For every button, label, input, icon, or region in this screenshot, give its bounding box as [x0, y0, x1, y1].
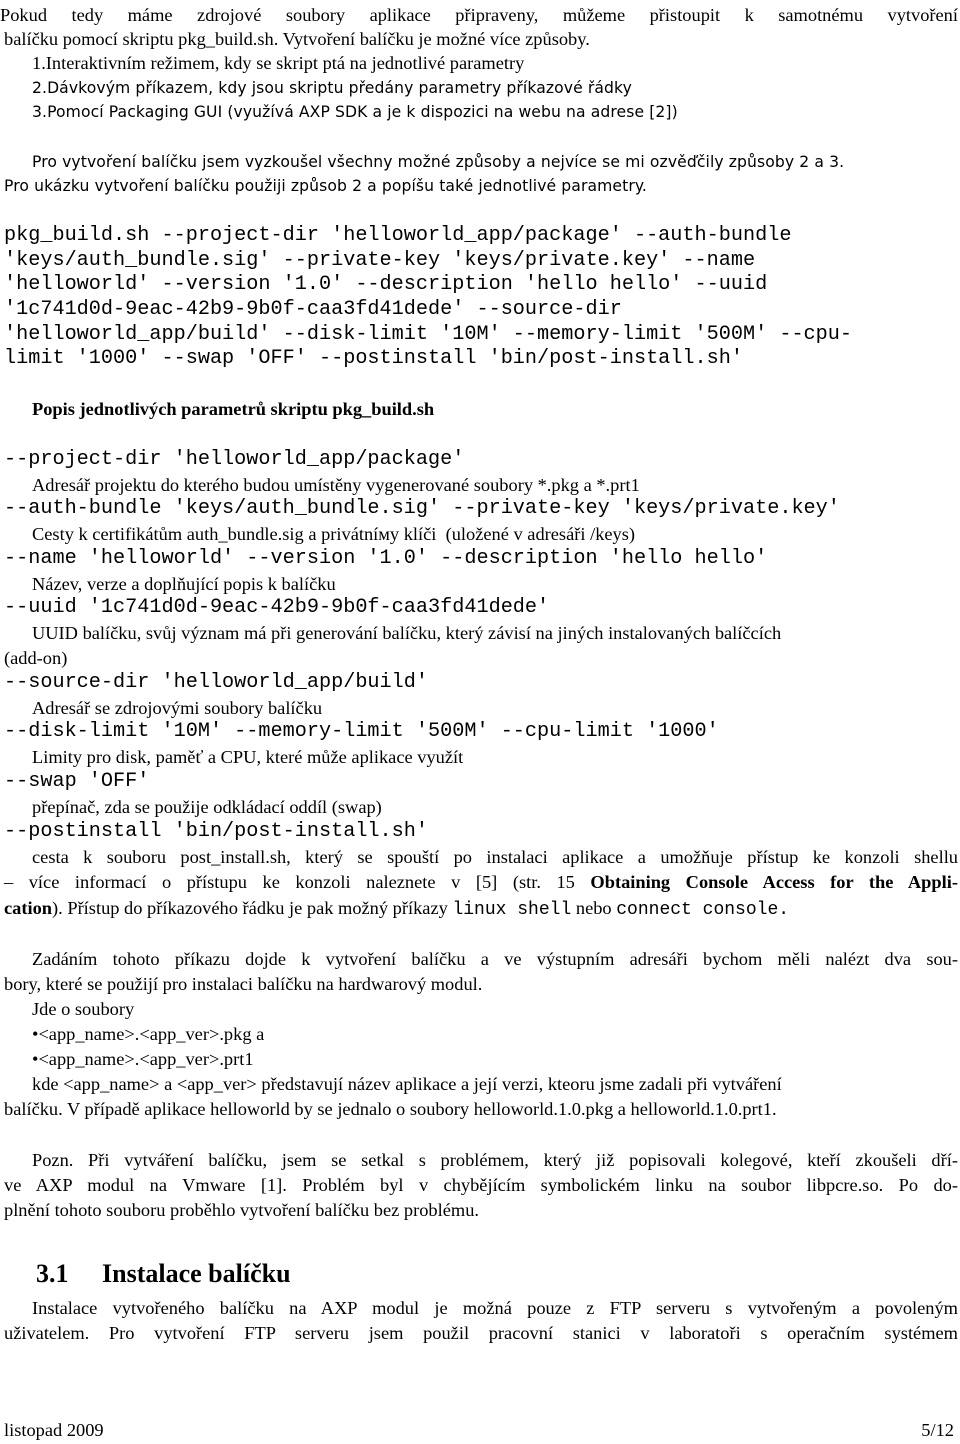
inline-code: connect console.	[616, 900, 790, 920]
param-desc: Adresář se zdrojovými soubory balíčku	[32, 698, 323, 718]
command-line-3: 'helloworld' --version '1.0' --description 'hello hello' --uuid	[4, 273, 768, 296]
note-line-3: plnění tohoto souboru proběhlo vytvoření balíčku bez problému.	[4, 1200, 479, 1220]
postinstall-more-text: ). Přístup do příkazového řádku je pak možný příkazy	[52, 898, 448, 918]
section-line-1: Instalace vytvořeného balíčku na AXP modul je možná pouze z FTP serveru s vytvořeným a povoleným	[32, 1298, 958, 1318]
param-desc: Cesty k certifikátům auth_bundle.sig a privátníму klíči (uložené v adresáři /keys)	[32, 524, 636, 544]
command-line-6: limit '1000' --swap 'OFF' --postinstall 'bin/post-install.sh'	[4, 347, 743, 370]
postinstall-more-line-2	[4, 897, 789, 921]
page-number: 5/12	[921, 1420, 954, 1440]
section-heading	[36, 1258, 291, 1290]
paragraph-2-line-2: Pro ukázku vytvoření balíčku použiji způsob 2 a popíšu také jednotlivé parametry.	[4, 177, 647, 195]
param-code: --swap 'OFF'	[4, 770, 150, 793]
param-code: --auth-bundle 'keys/auth_bundle.sig' --private-key 'keys/private.key'	[4, 497, 840, 520]
section-line-2: uživatelem. Pro vytvoření FTP serveru jsem použil pracovní stanici v laboratoři s operačním systémem	[4, 1323, 958, 1343]
result-line-5: balíčku. V případě aplikace helloworld by se jednalo o soubory helloworld.1.0.pkg a helloworld.1.0.prt1.	[4, 1099, 777, 1119]
param-code: --disk-limit '10M' --memory-limit '500M' --cpu-limit '1000'	[4, 720, 719, 743]
command-line-2: 'keys/auth_bundle.sig' --private-key 'keys/private.key' --name	[4, 249, 756, 272]
intro-line-1: Pokud tedy máme zdrojové soubory aplikace připraveny, můžeme přistoupit k samotnému vytvoření	[0, 5, 958, 25]
command-line-5: 'helloworld_app/build' --disk-limit '10M' --memory-limit '500M' --cpu-	[4, 323, 853, 346]
command-line-1: pkg_build.sh --project-dir 'helloworld_app/package' --auth-bundle	[4, 224, 792, 247]
paragraph-2-line-1: Pro vytvoření balíčku jsem vyzkoušel všechny možné způsoby a nejvíce se mi ozvěďčily způsoby 2 a 3.	[32, 153, 845, 171]
method-item-2: 2.Dávkovým příkazem, kdy jsou skriptu předány parametry příkazové řádky	[32, 79, 632, 97]
reference-title-end: cation	[4, 898, 53, 918]
param-desc-continued: (add-on)	[4, 648, 68, 668]
param-desc: Limity pro disk, paměť a CPU, které může aplikace využít	[32, 747, 464, 767]
param-desc: Adresář projektu do kterého budou umístěny vygenerované soubory *.pkg a *.prt1	[32, 475, 640, 495]
file-list-item: •<app_name>.<app_ver>.prt1	[32, 1049, 254, 1069]
postinstall-more-line-1	[4, 871, 958, 893]
param-code: --project-dir 'helloworld_app/package'	[4, 448, 465, 471]
postinstall-more-text: – více informací o přístupu ke konzoli naleznete v [5] (str. 15	[4, 872, 575, 892]
footer-date: listopad 2009	[4, 1420, 104, 1440]
param-code: --postinstall 'bin/post-install.sh'	[4, 820, 429, 843]
method-item-1: 1.Interaktivním režimem, kdy se skript ptá na jednotlivé parametry	[32, 53, 525, 73]
result-line-4: kde <app_name> a <app_ver> představují název aplikace a její verzi, kteoru jsme zadali při vytváření	[32, 1074, 782, 1094]
reference-title: Obtaining Console Access for the Appli-	[590, 872, 958, 892]
inline-code: linux shell	[452, 900, 572, 920]
postinstall-more-text: nebo	[575, 898, 612, 918]
result-line-2: bory, které se použijí pro instalaci balíčku na hardwarový modul.	[4, 974, 483, 994]
result-line-1: Zadáním tohoto příkazu dojde k vytvoření balíčku a ve výstupním adresáři bychom měli nalézt dva sou-	[32, 949, 958, 969]
params-heading: Popis jednotlivých parametrů skriptu pkg_build.sh	[32, 399, 435, 419]
command-line-4: '1c741d0d-9eac-42b9-9b0f-caa3fd41dede' --source-dir	[4, 298, 622, 321]
param-code: --name 'helloworld' --version '1.0' --description 'hello hello'	[4, 547, 768, 570]
param-desc: přepínač, zda se použije odkládací oddíl (swap)	[32, 797, 382, 817]
method-item-3: 3.Pomocí Packaging GUI (využívá AXP SDK a je k dispozici na webu na adrese [2])	[32, 103, 678, 121]
param-desc: Název, verze a doplňující popis k balíčku	[32, 574, 336, 594]
file-list-item: •<app_name>.<app_ver>.pkg a	[32, 1024, 265, 1044]
param-code: --source-dir 'helloworld_app/build'	[4, 671, 429, 694]
note-line-2: ve AXP modul na Vmware [1]. Problém byl v chybějícím symbolickém linku na soubor libpcre.so. Po do-	[4, 1175, 958, 1195]
param-desc: UUID balíčku, svůj význam má při generování balíčku, který závisí na jiných instalovaných balíčcích	[32, 623, 782, 643]
param-desc: cesta k souboru post_install.sh, který se spouští po instalaci aplikace a umožňuje přístup ke konzoli shellu	[32, 847, 958, 867]
intro-line-2: balíčku pomocí skriptu pkg_build.sh. Vytvoření balíčku je možné více způsoby.	[4, 29, 590, 49]
result-line-3: Jde o soubory	[32, 999, 135, 1019]
note-line-1: Pozn. Při vytváření balíčku, jsem se setkal s problémem, který již popisovali kolegové, kteří zkoušeli dří-	[32, 1150, 958, 1170]
param-code: --uuid '1c741d0d-9eac-42b9-9b0f-caa3fd41dede'	[4, 596, 550, 619]
section-number: 3.1	[36, 1259, 69, 1288]
section-title: Instalace balíčku	[102, 1259, 291, 1288]
